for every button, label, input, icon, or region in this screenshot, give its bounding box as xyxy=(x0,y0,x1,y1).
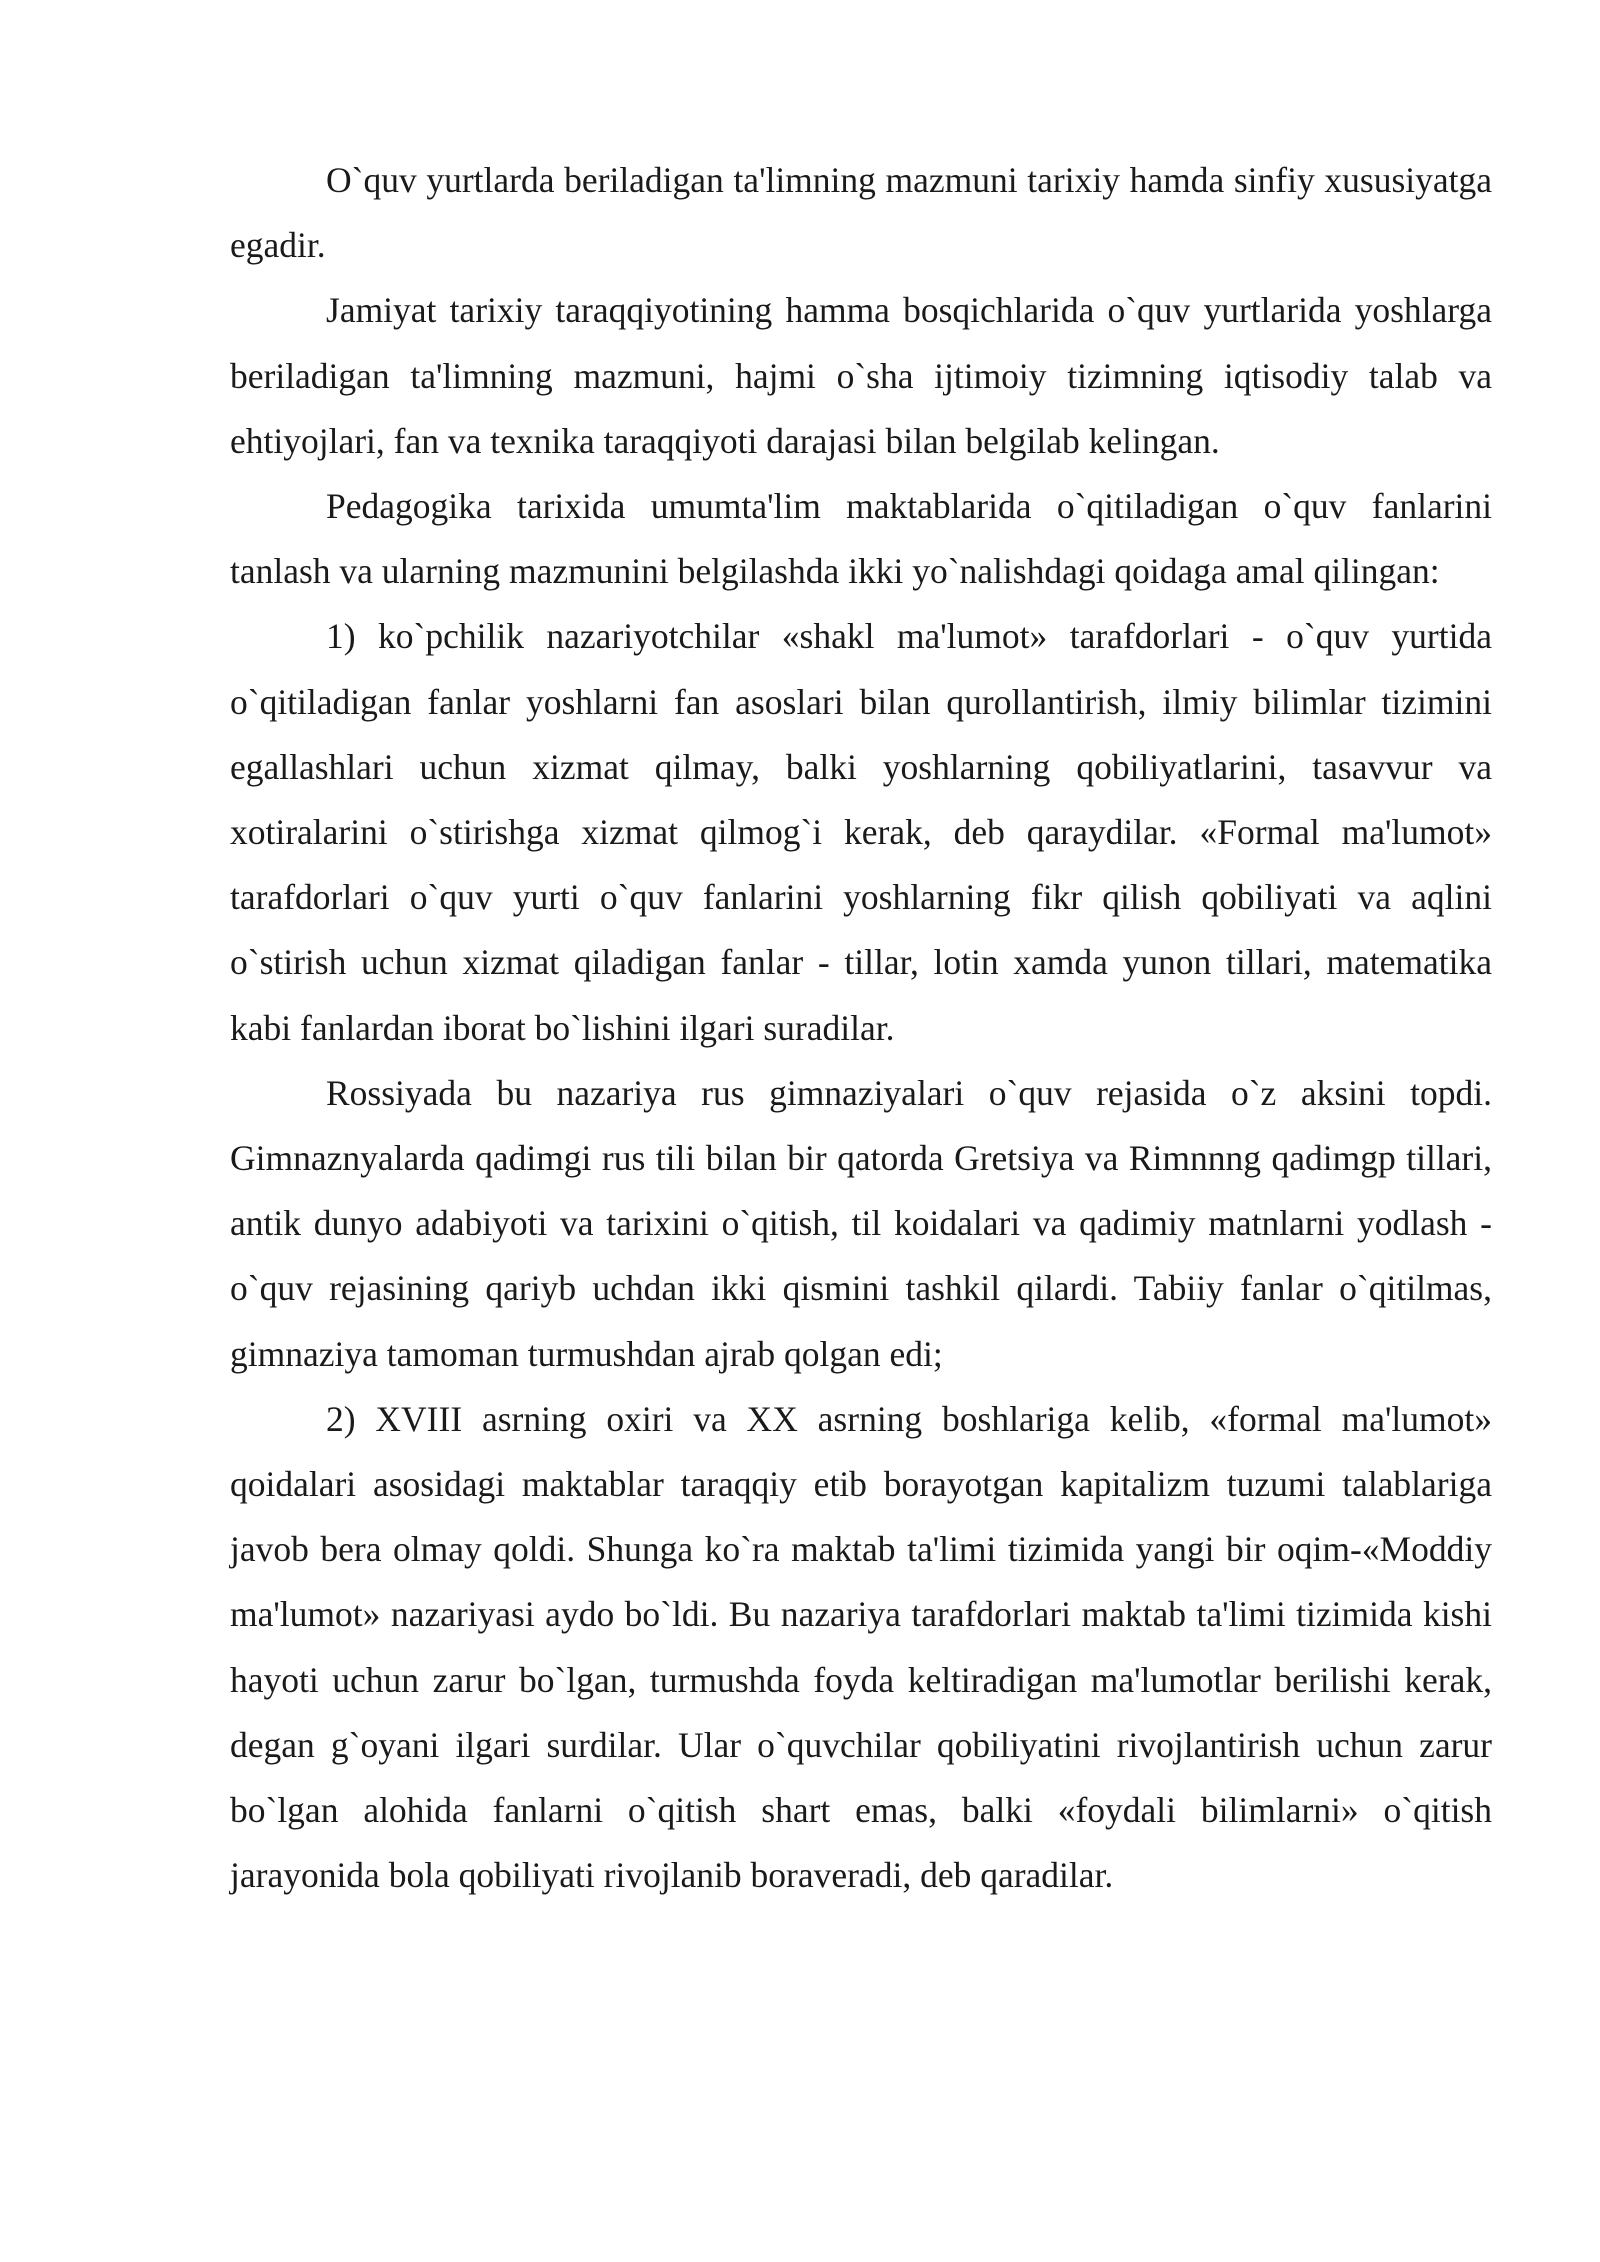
paragraph-2: Jamiyat tarixiy taraqqiyotining hamma bosqichlarida o`quv yurtlarida yoshlarga beriladigan ta'limning mazmuni, hajmi o`sha ijtimoiy tizimning iqtisodiy talab va ehtiyojlari, fan va texnika taraqqiyoti darajasi bilan belgilab kelingan. xyxy=(230,290,1492,461)
paragraph-4: 1) ko`pchilik nazariyotchilar «shakl ma'lumot» tarafdorlari - o`quv yurtida o`qitiladigan fanlar yoshlarni fan asoslari bilan qurollantirish, ilmiy bilimlar tizimini egallashlari uchun xizmat qilmay, balki yoshlarning qobiliyatlarini, tasavvur va xotiralarini o`stirishga xizmat qilmog`i kerak, deb qaraydilar. «Formal ma'lumot» tarafdorlari o`quv yurti o`quv fanlarini yoshlarning fikr qilish qobiliyati va aqlini o`stirish uchun xizmat qiladigan fanlar - tillar, lotin xamda yunon tillari, matematika kabi fanlardan iborat bo`lishini ilgari suradilar. xyxy=(230,616,1492,1048)
paragraph-6: 2) XVIII asrning oxiri va XX asrning boshlariga kelib, «formal ma'lumot» qoidalari asosidagi maktablar taraqqiy etib borayotgan kapitalizm tuzumi talablariga javob bera olmay qoldi. Shunga ko`ra maktab ta'limi tizimida yangi bir oqim-«Moddiy ma'lumot» nazariyasi aydo bo`ldi. Bu nazariya tarafdorlari maktab ta'limi tizimida kishi hayoti uchun zarur bo`lgan, turmushda foyda keltiradigan ma'lumotlar berilishi kerak, degan g`oyani ilgari surdilar. Ular o`quvchilar qobiliyatini rivojlantirish uchun zarur bo`lgan alohida fanlarni o`qitish shart emas, balki «foydali bilimlarni» o`qitish jarayonida bola qobiliyati rivojlanib boraveradi, deb qaradilar. xyxy=(230,1398,1492,1896)
paragraph-1: O`quv yurtlarda beriladigan ta'limning mazmuni tarixiy hamda sinfiy xususiyatga egadir. xyxy=(230,160,1492,266)
paragraph-5: Rossiyada bu nazariya rus gimnaziyalari o`quv rejasida o`z aksini topdi. Gimnaznyalarda qadimgi rus tili bilan bir qatorda Gretsiya va Rimnnng qadimgp tillari, antik dunyo adabiyoti va tarixini o`qitish, til koidalari va qadimiy matnlarni yodlash - o`quv rejasining qariyb uchdan ikki qismini tashkil qilardi. Tabiiy fanlar o`qitilmas, gimnaziya tamoman turmushdan ajrab qolgan edi; xyxy=(230,1072,1492,1374)
body-text xyxy=(230,148,1492,1908)
paragraph-3: Pedagogika tarixida umumta'lim maktablarida o`qitiladigan o`quv fanlarini tanlash va ularning mazmunini belgilashda ikki yo`nalishdagi qoidaga amal qilingan: xyxy=(230,486,1492,592)
